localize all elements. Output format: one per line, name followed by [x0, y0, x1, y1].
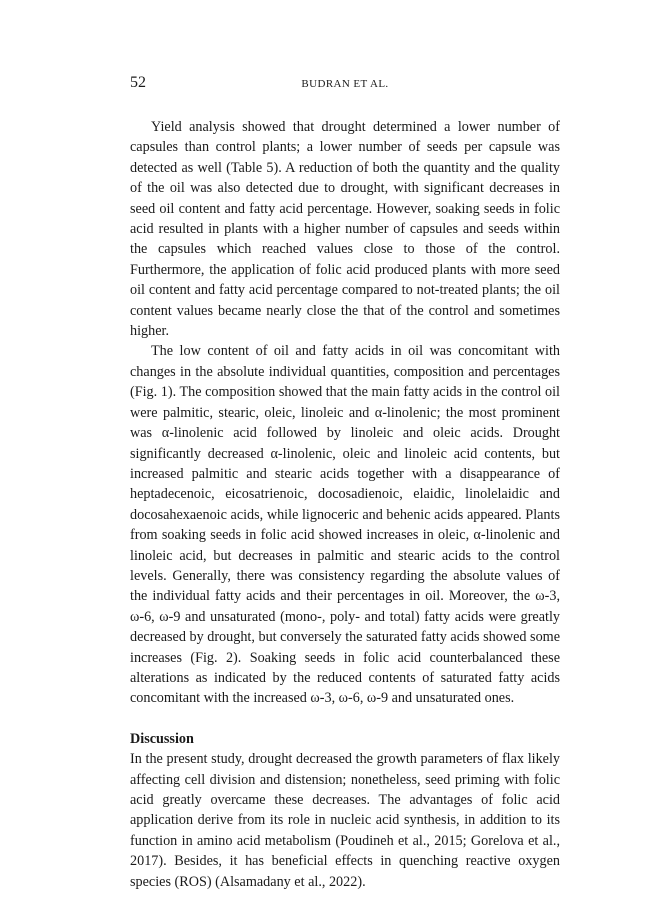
paragraph-fatty-acids: The low content of oil and fatty acids in oil was concomitant with changes in the absolute individual quantities, composition and percentages (Fig. 1). The composition showed that the main fatty acids in the control oil were palmitic, stearic, oleic, linoleic and α-linolenic; the most prominent was α-linolenic acid followed by linoleic and oleic acids. Drought significantly decreased α-linolenic, oleic and linoleic acid contents, but increased palmitic and stearic acids together with a disappearance of heptadecenoic, eicosatrienoic, docosadienoic, elaidic, linolelaidic and docosahexaenoic acids, while lignoceric and behenic acids appeared. Plants from soaking seeds in folic acid showed increases in oleic, α-linolenic and linoleic acid, but decreases in palmitic and stearic acids to the control levels. Generally, there was consistency regarding the absolute values of the individual fatty acids and their percentages in oil. Moreover, the ω-3, ω-6, ω-9 and unsaturated (mono-, poly- and total) fatty acids were greatly decreased by drought, but conversely the saturated fatty acids showed some increases (Fig. 2). Soaking seeds in folic acid counterbalanced these alterations as indicated by the reduced contents of saturated fatty acids concomitant with the increased ω-3, ω-6, ω-9 and unsaturated ones. — [130, 343, 560, 707]
running-title: BUDRAN ET AL. — [301, 78, 389, 90]
page-number: 52 — [130, 74, 146, 91]
paragraph-discussion: In the present study, drought decreased the growth parameters of flax likely affecting cell division and distension; nonetheless, seed priming with folic acid greatly overcame these decreases. The advantages of folic acid application derive from its role in nucleic acid synthesis, in addition to its function in amino acid metabolism (Poudineh et al., 2015; Gorelova et al., 2017). Besides, it has beneficial effects in quenching reactive oxygen species (ROS) (Alsamadany et al., 2022). — [130, 751, 560, 890]
running-header — [130, 74, 560, 92]
discussion-heading: Discussion — [130, 730, 194, 747]
main-text — [130, 117, 560, 892]
paragraph-yield-analysis: Yield analysis showed that drought determined a lower number of capsules than control plants; a lower number of seeds per capsule was detected as well (Table 5). A reduction of both the quantity and the quality of the oil was also detected due to drought, with significant decreases in seed oil content and fatty acid percentage. However, soaking seeds in folic acid resulted in plants with a higher number of capsules and seeds within the capsules which reached values close to those of the control. Furthermore, the application of folic acid produced plants with more seed oil content and fatty acid percentage compared to not-treated plants; the oil content values became nearly close the that of the control and sometimes higher. — [130, 119, 560, 340]
